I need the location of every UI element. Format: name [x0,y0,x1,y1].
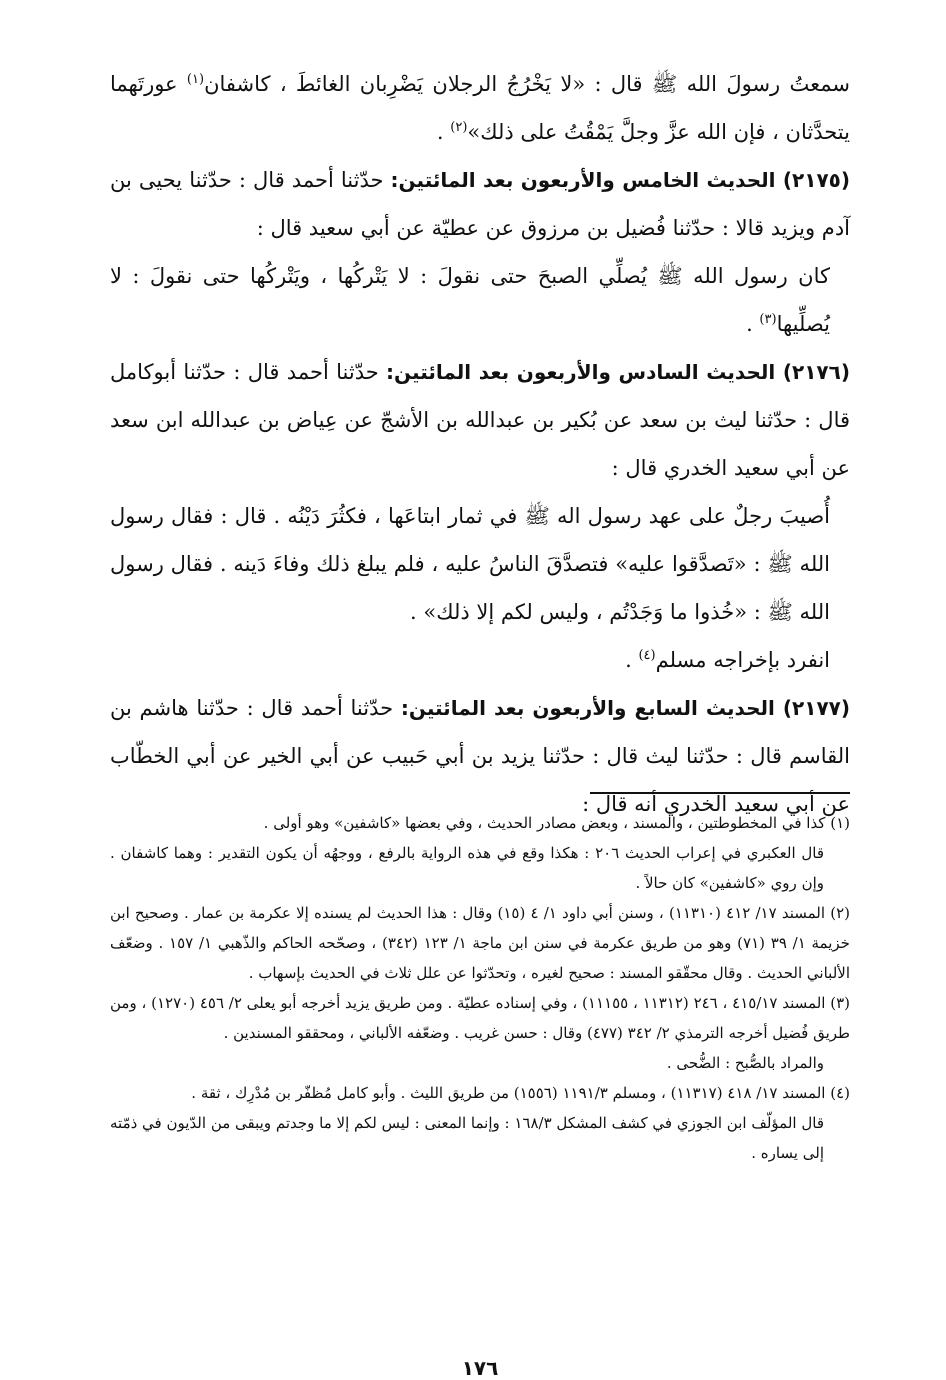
footnote-ref-1[interactable]: (١) [186,72,205,87]
hadith-isnad: حدّثنا أحمد قال : حدّثنا يحيى بن آدم ويزيد قالا : حدّثنا فُضيل بن مرزوق عن عطيّة عن أبي سعيد قال : [110,168,850,240]
footnote-ref-3[interactable]: (٣) [759,312,777,327]
footnote-1 [110,808,850,898]
footnote-3 [110,988,850,1078]
footnote-continuation: والمراد بالصُّبح : الضُّحى . [666,1054,824,1072]
intro-text-1: سمعتُ رسولَ الله ﷺ قال : «لا يَخْرُجُ الرجلان يَضْرِبان الغائطَ ، كاشفان [204,72,850,96]
hadith-matn: كان رسول الله ﷺ يُصلِّي الصبحَ حتى نقولَ : لا يَتْركُها ، ويَتْركُها حتى نقولَ : لا يُصلِّيها [110,264,830,336]
footnote-ref-2[interactable]: (٢) [450,120,468,135]
hadith-2176-matn [110,492,850,636]
book-page [110,60,851,1380]
hadith-title: (٢١٧٥) الحديث الخامس والأربعون بعد المائتين: [390,168,850,192]
page-number: ١٧٦ [461,1356,499,1380]
footnote-4 [110,1078,850,1168]
hadith-2175-matn [110,252,850,348]
hadith-isnad: حدّثنا أحمد قال : حدّثنا هاشم بن القاسم قال : حدّثنا ليث قال : حدّثنا يزيد بن أبي حَبيب عن أبي الخير عن أبي الخطّاب عن أبي سعيد الخدري أنه قال : [110,696,850,816]
note-end: . [625,648,639,672]
intro-paragraph [110,60,850,156]
footnote-divider [590,792,850,794]
footnote-text: (٤) المسند ١٧/ ٤١٨ (١١٣١٧) ، ومسلم ١١٩١/٣ (١٥٥٦) من طريق الليث . وأبو كامل مُظفّر بن مُدْرِك ، ثقة . [191,1084,850,1102]
hadith-title: (٢١٧٧) الحديث السابع والأربعون بعد المائتين: [400,696,850,720]
intro-text-2: عورتَهما يتحدَّثان ، فإن الله عزَّ وجلَّ يَمْقُتُ على ذلك» [110,72,850,144]
intro-end: . [436,120,451,144]
hadith-2175 [110,156,850,252]
footnote-text: (٢) المسند ١٧/ ٤١٢ (١١٣١٠) ، وسنن أبي داود ١/ ٤ (١٥) وقال : هذا الحديث لم يسنده إلا عكرمة بن عمار . وصحيح ابن خزيمة ١/ ٣٩ (٧١) وهو من طريق عكرمة في سنن ابن ماجة ١/ ١٢٣ (٣٤٢) ، وصحّحه الحاكم والذّهبي ١/ ١٥٧ . وضعّف الألباني الحديث . وقال محقّقو المسند : صحيح لغيره ، وتحدّثوا عن علل ثلاث في الحديث بإسهاب . [110,904,850,982]
footnote-continuation: قال العكبري في إعراب الحديث ٢٠٦ : هكذا وقع في هذه الرواية بالرفع ، ووجهُه أن يكون التقدير : وهما كاشفان . وإن روي «كاشفين» كان حالاً . [110,844,824,892]
hadith-2176 [110,348,850,492]
hadith-2177 [110,684,850,828]
hadith-isnad: حدّثنا أحمد قال : حدّثنا أبوكامل قال : حدّثنا ليث بن سعد عن بُكير بن عبدالله بن الأشجّ عن عِياض بن عبدالله ابن سعد عن أبي سعيد الخدري قال : [110,360,850,480]
hadith-matn: أُصيبَ رجلٌ على عهد رسول اله ﷺ في ثمار ابتاعَها ، فكثُرَ دَيْنُه . قال : فقال رسول الله ﷺ : «تَصدَّقوا عليه» فتصدَّقَ الناسُ عليه ، فلم يبلغ ذلك وفاءَ دَينه . فقال رسول الله ﷺ : «خُذوا ما وَجَدْتُم ، وليس لكم إلا ذلك» . [110,504,830,624]
footnote-2 [110,898,850,988]
footnote-ref-4[interactable]: (٤) [638,648,656,663]
hadith-2176-note [110,636,850,684]
hadith-title: (٢١٧٦) الحديث السادس والأربعون بعد المائتين: [386,360,850,384]
footnote-continuation: قال المؤلّف ابن الجوزي في كشف المشكل ١٦٨/٣ : وإنما المعنى : ليس لكم إلا ما وجدتم ويبقى من الدّيون في ذمّته إلى يساره . [110,1114,824,1162]
footnote-text: (٣) المسند ٤١٥/١٧ ، ٢٤٦ (١١٣١٢ ، ١١١٥٥) ، وفي إسناده عطيّة . ومن طريق يزيد أخرجه أبو يعلى ٢/ ٤٥٦ (١٢٧٠) ، ومن طريق فُضيل أخرجه الترمذي ٢/ ٣٤٢ (٤٧٧) وقال : حسن غريب . وضعّفه الألباني ، ومحققو المسندين . [110,994,851,1042]
footnotes [110,808,850,1168]
matn-end: . [746,312,760,336]
hadith-note: انفرد بإخراجه مسلم [655,648,830,672]
footnote-text: (١) كذا في المخطوطتين ، والمسند ، وبعض مصادر الحديث ، وفي بعضها «كاشفين» وهو أولى . [263,814,850,832]
